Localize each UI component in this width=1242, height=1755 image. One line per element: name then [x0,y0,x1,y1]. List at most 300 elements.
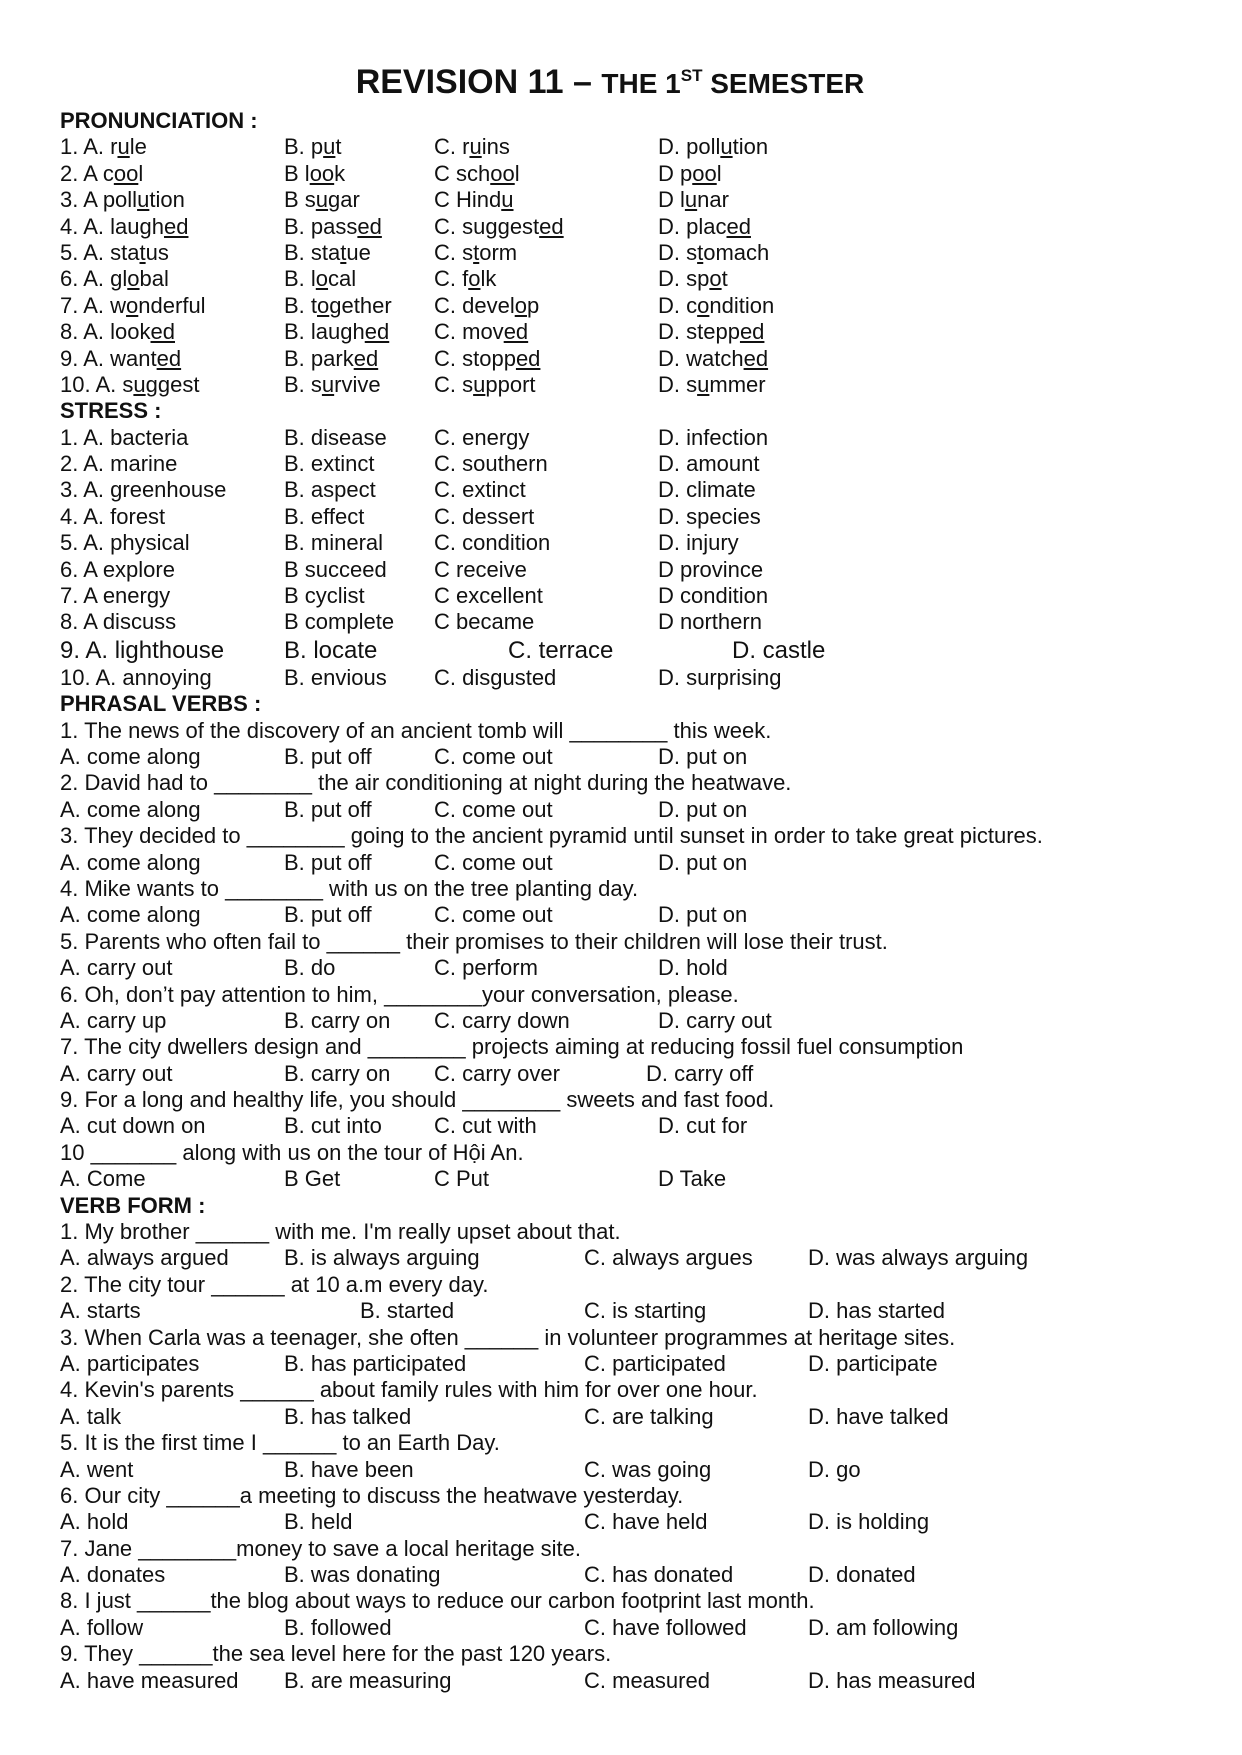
option-text: rvive [334,371,381,397]
answer-option[interactable]: B. carry on [284,1007,391,1033]
answer-option[interactable]: D. am following [808,1614,959,1640]
stress-option: D. climate [658,477,756,503]
phrasal-verbs-section [60,718,1190,1193]
answer-option[interactable]: D. donated [808,1562,916,1588]
answer-option[interactable]: B. put off [284,796,372,822]
option-text: tion [149,187,185,213]
answer-option[interactable]: D. is holding [808,1509,930,1535]
answer-options [60,797,1190,823]
answer-option[interactable]: B. put off [284,743,372,769]
stress-row [60,451,1190,477]
underlined-sound: u [720,134,733,160]
stress-option: 8. A discuss [60,609,177,635]
option-text: D. s [658,371,698,397]
option-text: D. poll [658,134,721,160]
pronunciation-option [284,266,356,292]
pronunciation-option [284,346,378,372]
pronunciation-row [60,240,1190,266]
answer-option[interactable]: C Put [434,1166,490,1192]
underlined-sound: u [137,187,150,213]
pronunciation-option [658,372,766,398]
option-text: nar [697,187,729,213]
pronunciation-row [60,214,1190,240]
option-text: C. r [434,134,470,160]
question-text: 1. My brother ______ with me. I'm really upset about that. [60,1219,621,1245]
underlined-sound: o [697,292,710,318]
answer-option[interactable]: C. cut with [434,1113,537,1139]
answer-options [60,1166,1190,1192]
answer-option[interactable]: D. put on [658,796,748,822]
answer-option[interactable]: A. carry out [60,1060,173,1086]
stress-option: D. surprising [658,664,782,690]
answer-option[interactable]: A. always argued [60,1245,229,1271]
option-text: C. devel [434,292,515,318]
underlined-sound: u [323,134,336,160]
pronunciation-option [60,161,143,187]
answer-option[interactable]: C. is starting [584,1298,707,1324]
option-text: D. c [658,292,698,318]
pronunciation-option [658,346,768,372]
underlined-sound: u [321,371,335,397]
stress-option: D northern [658,609,762,635]
pronunciation-option [434,161,520,187]
answer-option[interactable]: D. was always arguing [808,1245,1029,1271]
answer-option[interactable]: D. put on [658,743,748,769]
stress-row [60,530,1190,556]
answer-option[interactable]: C. carry down [434,1007,570,1033]
underlined-sound: ed [353,345,379,371]
page-title [60,60,1190,106]
answer-option[interactable]: C. carry over [434,1060,560,1086]
answer-option[interactable]: A. participates [60,1350,200,1376]
pronunciation-option [658,240,769,266]
option-text: pport [485,371,536,397]
answer-option[interactable]: A. come along [60,796,201,822]
stress-option: C. extinct [434,477,526,503]
answer-option[interactable]: C. has donated [584,1562,734,1588]
option-text: B. t [284,292,318,318]
stress-option: C. disgusted [434,664,557,690]
question-text: 8. I just ______the blog about ways to reduce our carbon footprint last month. [60,1588,815,1614]
stress-row [60,583,1190,609]
pronunciation-option [60,372,199,398]
stress-option: 10. A. annoying [60,664,212,690]
stress-option: 1. A. bacteria [60,424,189,450]
underlined-sound: t [340,239,347,265]
answer-option[interactable]: D. put on [658,849,748,875]
answer-option[interactable]: B. put off [284,849,372,875]
underlined-sound: u [501,187,514,213]
answer-option[interactable]: A. donates [60,1562,166,1588]
option-text: gar [328,187,360,213]
answer-option[interactable]: D Take [658,1166,727,1192]
underlined-sound: ed [150,319,175,345]
option-text: p [526,292,540,318]
option-text: cal [328,266,357,292]
option-text: D l [658,187,685,213]
option-text: D. plac [658,213,727,239]
answer-options [60,1509,1190,1535]
option-text: B. l [284,266,316,292]
pronunciation-option [60,346,181,372]
answer-option[interactable]: A. carry out [60,955,173,981]
stress-option: C. terrace [508,636,614,664]
pronunciation-option [658,214,751,240]
stress-option: D. infection [658,424,769,450]
answer-option[interactable]: C. was going [584,1456,712,1482]
option-text: B. p [284,134,324,160]
option-text: l [138,160,144,186]
option-text: D. watch [658,345,744,371]
pronunciation-option [60,240,169,266]
question-text: 5. It is the first time I ______ to an Earth Day. [60,1430,500,1456]
pronunciation-option [60,134,147,160]
stress-option: B. disease [284,424,387,450]
answer-option[interactable]: C. are talking [584,1403,714,1429]
pronunciation-option [284,134,342,160]
stress-option: B. extinct [284,451,375,477]
answer-option[interactable]: B. is always arguing [284,1245,480,1271]
underlined-sound: u [473,371,486,397]
answer-option[interactable]: C. participated [584,1350,726,1376]
underlined-sound: t [139,239,146,265]
option-text: B. sta [284,239,341,265]
underlined-sound: ed [357,213,382,239]
answer-option[interactable]: B. has talked [284,1403,412,1429]
stress-row [60,477,1190,503]
option-text: C. suggest [434,213,540,239]
option-text: C. stopp [434,345,516,371]
pronunciation-option [284,240,371,266]
stress-option: B. envious [284,664,387,690]
question-text: 6. Our city ______a meeting to discuss the heatwave yesterday. [60,1482,684,1508]
answer-option[interactable]: B. was donating [284,1562,441,1588]
pronunciation-option [434,319,528,345]
answer-option[interactable]: D. carry out [658,1007,772,1033]
option-text: 10. A. s [60,371,134,397]
question-text: 7. The city dwellers design and ________ projects aiming at reducing fossil fuel consumption [60,1034,964,1060]
stress-option: 9. A. lighthouse [60,636,225,664]
option-text: B. laugh [284,319,365,345]
question-text: 3. When Carla was a teenager, she often ______ in volunteer programmes at heritage sites. [60,1324,956,1350]
question-text: 1. The news of the discovery of an ancient tomb will ________ this week. [60,717,772,743]
option-text: B. park [284,345,354,371]
pronunciation-option [284,214,382,240]
stress-row [60,504,1190,530]
question-text: 10 _______ along with us on the tour of Hội An. [60,1139,524,1165]
stress-option: D. amount [658,451,760,477]
answer-option[interactable]: A. come along [60,743,201,769]
underlined-sound: ed [539,213,564,239]
option-text: mmer [709,371,766,397]
pronunciation-option [658,161,722,187]
answer-option[interactable]: D. carry off [646,1060,754,1086]
answer-option[interactable]: D. has measured [808,1667,976,1693]
option-text: C. f [434,266,469,292]
stress-section [60,425,1190,692]
option-text: ggest [145,371,200,397]
pronunciation-option [434,266,496,292]
option-text: lk [480,266,497,292]
option-text: l [514,160,520,186]
pronunciation-option [658,319,764,345]
answer-option[interactable]: C. have followed [584,1614,747,1640]
stress-option: D. castle [732,636,826,664]
answer-option[interactable]: A. talk [60,1403,122,1429]
pronunciation-option [60,319,175,345]
answer-option[interactable]: A. starts [60,1298,141,1324]
answer-option[interactable]: C. come out [434,796,553,822]
stress-option: C. condition [434,530,551,556]
stress-option: C receive [434,556,527,582]
option-text: D. s [658,239,698,265]
underlined-sound: o [709,266,722,292]
answer-option[interactable]: D. cut for [658,1113,748,1139]
option-text: 3. A poll [60,187,138,213]
stress-option: B. locate [284,636,378,664]
pronunciation-option [658,187,729,213]
answer-option[interactable]: B. have been [284,1456,414,1482]
pronunciation-row [60,319,1190,345]
answer-option[interactable]: B. held [284,1509,353,1535]
underlined-sound: oo [113,160,139,186]
pronunciation-option [60,293,206,319]
underlined-sound: ed [503,319,529,345]
underlined-sound: o [315,266,329,292]
answer-option[interactable]: C. come out [434,849,553,875]
worksheet [60,60,1190,1694]
stress-row [60,425,1190,451]
stress-option: 4. A. forest [60,503,166,529]
pronunciation-option [60,214,188,240]
option-text: D p [658,160,693,186]
option-text: C sch [434,160,491,186]
option-text: ins [481,134,510,160]
answer-options [60,902,1190,928]
answer-options [60,1061,1190,1087]
answer-options [60,1562,1190,1588]
stress-option: 3. A. greenhouse [60,477,227,503]
answer-option[interactable]: B Get [284,1166,341,1192]
verb-form-section [60,1219,1190,1694]
pronunciation-option [60,187,185,213]
underlined-sound: o [514,292,527,318]
answer-option[interactable]: B. are measuring [284,1667,452,1693]
question-text: 2. The city tour ______ at 10 a.m every day. [60,1271,489,1297]
answer-options [60,744,1190,770]
stress-option: 5. A. physical [60,530,190,556]
underlined-sound: ed [726,213,751,239]
question-text: 9. For a long and healthy life, you should ________ sweets and fast food. [60,1087,775,1113]
title-main: REVISION 11 – [355,63,602,101]
underlined-sound: o [468,266,481,292]
pronunciation-option [284,319,389,345]
option-text: t [721,266,728,292]
answer-option[interactable]: C. measured [584,1667,710,1693]
answer-option[interactable]: D. has started [808,1298,945,1324]
stress-option: B. aspect [284,477,376,503]
underlined-sound: ed [515,345,541,371]
title-sup: ST [680,66,703,85]
answer-option[interactable]: B. cut into [284,1113,382,1139]
stress-option: 6. A explore [60,556,175,582]
option-text: B l [284,160,310,186]
answer-options [60,1351,1190,1377]
option-text: tion [732,134,769,160]
answer-option[interactable]: A. Come [60,1166,146,1192]
answer-options [60,1298,1190,1324]
pronunciation-option [434,346,540,372]
stress-option: C. dessert [434,503,535,529]
option-text: le [129,134,147,160]
stress-option: C. energy [434,424,530,450]
question-text: 2. David had to ________ the air conditioning at night during the heatwave. [60,770,792,796]
option-text: ndition [709,292,775,318]
option-text: 7. A. w [60,292,127,318]
answer-option[interactable]: D. hold [658,955,728,981]
underlined-sound: t [697,239,704,265]
underlined-sound: ed [739,319,765,345]
stress-option: C. southern [434,451,548,477]
answer-option[interactable]: B. started [360,1298,455,1324]
option-text: 4. A. laugh [60,213,164,239]
answer-option[interactable]: B. carry on [284,1060,391,1086]
answer-options [60,1615,1190,1641]
answer-option[interactable]: A. come along [60,849,201,875]
stress-row [60,636,1190,665]
option-text: k [334,160,346,186]
answer-option[interactable]: A. cut down on [60,1113,206,1139]
answer-options [60,1113,1190,1139]
pronunciation-option [434,187,514,213]
answer-option[interactable]: D. participate [808,1350,938,1376]
answer-options [60,1668,1190,1694]
answer-option[interactable]: A. went [60,1456,134,1482]
stress-option: 7. A energy [60,583,171,609]
underlined-sound: oo [309,160,335,186]
option-text: 2. A c [60,160,114,186]
question-text: 6. Oh, don’t pay attention to him, ________your conversation, please. [60,981,739,1007]
section-header-pronunciation: PRONUNCIATION : [60,108,258,133]
answer-option[interactable]: A. hold [60,1509,129,1535]
underlined-sound: u [684,187,698,213]
pronunciation-row [60,187,1190,213]
option-text: 8. A. look [60,319,151,345]
option-text: us [145,239,169,265]
stress-option: C became [434,609,535,635]
underlined-sound: oo [692,160,717,186]
answer-option[interactable]: A. come along [60,902,201,928]
question-text: 5. Parents who often fail to ______ their promises to their children will lose their trust. [60,928,888,954]
stress-option: D. injury [658,530,739,556]
question-text: 4. Mike wants to ________ with us on the tree planting day. [60,875,639,901]
answer-option[interactable]: C. come out [434,743,553,769]
option-text: 1. A. r [60,134,118,160]
pronunciation-option [434,134,510,160]
stress-row [60,609,1190,635]
pronunciation-row [60,266,1190,292]
pronunciation-option [658,293,774,319]
underlined-sound: u [117,134,130,160]
answer-option[interactable]: A. carry up [60,1007,167,1033]
stress-option: D province [658,556,764,582]
option-text: D. sp [658,266,710,292]
answer-option[interactable]: D. go [808,1456,861,1482]
pronunciation-option [658,134,768,160]
underlined-sound: o [127,266,140,292]
question-text: 7. Jane ________money to save a local heritage site. [60,1535,582,1561]
pronunciation-row [60,346,1190,372]
underlined-sound: ed [364,319,390,345]
pronunciation-row [60,134,1190,160]
stress-option: B cyclist [284,583,365,609]
answer-option[interactable]: C. have held [584,1509,708,1535]
question-text: 9. They ______the sea level here for the past 120 years. [60,1641,612,1667]
underlined-sound: oo [490,160,515,186]
stress-row [60,665,1190,691]
answer-option[interactable]: C. perform [434,955,538,981]
answer-options [60,1008,1190,1034]
answer-options [60,955,1190,981]
stress-option: B. effect [284,503,365,529]
option-text: C. s [434,371,474,397]
answer-option[interactable]: A. follow [60,1614,144,1640]
option-text: D. stepp [658,319,740,345]
answer-option[interactable]: A. have measured [60,1667,239,1693]
pronunciation-option [284,187,360,213]
pronunciation-row [60,293,1190,319]
answer-option[interactable]: C. always argues [584,1245,753,1271]
stress-option: D. species [658,503,761,529]
answer-option[interactable]: C. come out [434,902,553,928]
option-text: bal [139,266,169,292]
option-text: nderful [138,292,206,318]
pronunciation-option [284,372,381,398]
underlined-sound: t [473,239,480,265]
answer-option[interactable]: D. have talked [808,1403,949,1429]
answer-option[interactable]: B. do [284,955,336,981]
pronunciation-option [284,161,345,187]
underlined-sound: ed [156,345,182,371]
option-text: t [335,134,342,160]
underlined-sound: u [315,187,329,213]
answer-option[interactable]: B. put off [284,902,372,928]
pronunciation-row [60,372,1190,398]
question-text: 3. They decided to ________ going to the ancient pyramid until sunset in order to take great pictures. [60,823,1043,849]
option-text: 9. A. want [60,345,157,371]
pronunciation-option [658,266,728,292]
underlined-sound: u [697,371,710,397]
answer-option[interactable]: D. put on [658,902,748,928]
pronunciation-option [434,372,536,398]
option-text: B. pass [284,213,358,239]
underlined-sound: ed [743,345,769,371]
option-text: 6. A. gl [60,266,128,292]
answer-option[interactable]: B. followed [284,1614,392,1640]
section-header-phrasal-verbs: PHRASAL VERBS : [60,691,262,717]
option-text: C Hind [434,187,502,213]
title-rest: SEMESTER [702,68,865,99]
stress-option: D condition [658,583,769,609]
section-header-stress: STRESS : [60,398,162,424]
pronunciation-option [284,293,392,319]
option-text: C. s [434,239,474,265]
option-text: l [716,160,722,186]
pronunciation-option [434,240,517,266]
answer-option[interactable]: B. has participated [284,1350,467,1376]
answer-options [60,1457,1190,1483]
underlined-sound: o [126,292,139,318]
